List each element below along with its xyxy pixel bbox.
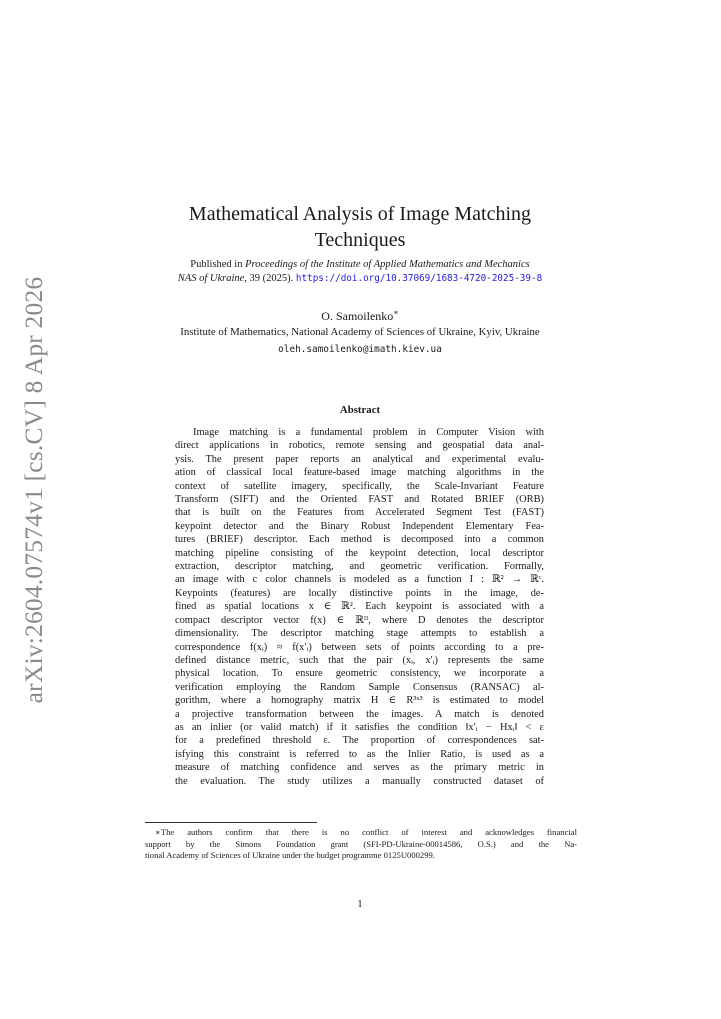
abstract-line: Image matching is a fundamental problem in Computer Vision with <box>193 427 544 438</box>
abstract-line: gorithm, where a homography matrix H ∈ R³ˣ³ is estimated to model <box>175 695 544 707</box>
abstract-line: keypoint detector and the Binary Robust Independent Elementary Fea- <box>175 520 544 532</box>
publication-info <box>120 258 600 286</box>
footnote-line: ∗The authors confirm that there is no conflict of interest and acknowledges financial <box>155 827 577 837</box>
footnote-mark[interactable]: ∗ <box>393 308 399 317</box>
abstract-line: Transform (SIFT) and the Oriented FAST and Rotated BRIEF (ORB) <box>175 494 544 506</box>
footnote-rule <box>145 822 317 823</box>
footnote <box>145 827 577 862</box>
publication-prefix: Published in <box>190 259 246 270</box>
abstract-line: that is built on the Features from Accelerated Segment Test (FAST) <box>175 507 544 519</box>
abstract-line: fined as spatial locations x ∈ ℝ². Each keypoint is associated with a <box>175 601 544 613</box>
abstract-line: matching pipeline consisting of the keypoint detection, local descriptor <box>175 547 544 559</box>
abstract-line: tures (BRIEF) descriptor. Each method is decomposed into a common <box>175 534 544 546</box>
abstract-line: as an inlier (or valid match) if it satisfies the condition ‖x′ᵢ − Hxᵢ‖ < ε <box>175 721 544 733</box>
abstract-line: physical location. To ensure geometric consistency, we incorporate a <box>175 668 544 680</box>
abstract-line: ysis. The present paper reports an analytical and experimental evalu- <box>175 453 544 465</box>
author-name: O. Samoilenko <box>321 309 394 323</box>
abstract-body <box>175 426 544 788</box>
title-line: Techniques <box>314 229 406 251</box>
doi-link[interactable]: https://doi.org/10.37069/1683-4720-2025-39-8 <box>295 273 543 284</box>
title-line: Mathematical Analysis of Image Matching <box>188 203 532 225</box>
abstract-heading: Abstract <box>339 404 381 416</box>
affiliation: Institute of Mathematics, National Academy of Sciences of Ukraine, Kyiv, Ukraine <box>180 326 540 338</box>
abstract-line: an image with c color channels is modeled as a function I : ℝ² → ℝᶜ. <box>175 574 544 586</box>
venue-name: Proceedings of the Institute of Applied Mathematics and Mechanics <box>245 259 530 270</box>
abstract-line: a projective transformation between the images. A match is denoted <box>175 708 544 720</box>
footnote-line: support by the Simons Foundation grant (SFI-PD-Ukraine-00014586, O.S.) and the Na- <box>145 838 577 849</box>
publication-line <box>120 258 600 272</box>
abstract-line: compact descriptor vector f(x) ∈ ℝᴰ, where D denotes the descriptor <box>175 614 544 626</box>
abstract-line: direct applications in robotics, remote sensing and geospatial data anal- <box>175 440 544 452</box>
abstract-line: ation of classical local feature-based image matching algorithms in the <box>175 467 544 479</box>
page-number: 1 <box>357 898 363 910</box>
paper-title <box>150 201 570 253</box>
venue-name: NAS of Ukraine <box>177 273 245 284</box>
arxiv-identifier: arXiv:2604.07574v1 [cs.CV] 8 Apr 2026 <box>19 276 48 704</box>
abstract-line: verification employing the Random Sample Consensus (RANSAC) al- <box>175 681 544 693</box>
arxiv-stamp <box>14 276 54 704</box>
abstract-line: measure of matching confidence and serves as the primary metric in <box>175 762 544 774</box>
abstract-line: for a predefined threshold ε. The proportion of correspondences sat- <box>175 735 544 747</box>
abstract-line: Keypoints (features) are locally distinctive points in the image, de- <box>175 587 544 599</box>
author <box>150 306 570 323</box>
publication-line <box>120 272 600 286</box>
abstract-line: correspondence f(xᵢ) ≈ f(x′ᵢ) between sets of points according to a pre- <box>175 641 544 653</box>
publication-details: , 39 (2025). <box>244 273 296 284</box>
abstract-line: isfying this constraint is referred to as the Inlier Ratio, is used as a <box>175 748 544 760</box>
footnote-line: tional Academy of Sciences of Ukraine under the budget programme 0125U000299. <box>145 850 435 861</box>
author-email[interactable]: oleh.samoilenko@imath.kiev.ua <box>278 344 442 355</box>
abstract-line: the evaluation. The study utilizes a manually constructed dataset of <box>175 775 544 787</box>
abstract-line: extraction, descriptor matching, and geometric verification. Formally, <box>175 561 544 573</box>
abstract-line: context of satellite imagery, specifically, the Scale-Invariant Feature <box>175 480 544 492</box>
abstract-line: defined distance metric, such that the pair (xᵢ, x′ᵢ) represents the same <box>175 654 544 666</box>
abstract-line: dimensionality. The descriptor matching stage attempts to establish a <box>175 628 544 640</box>
